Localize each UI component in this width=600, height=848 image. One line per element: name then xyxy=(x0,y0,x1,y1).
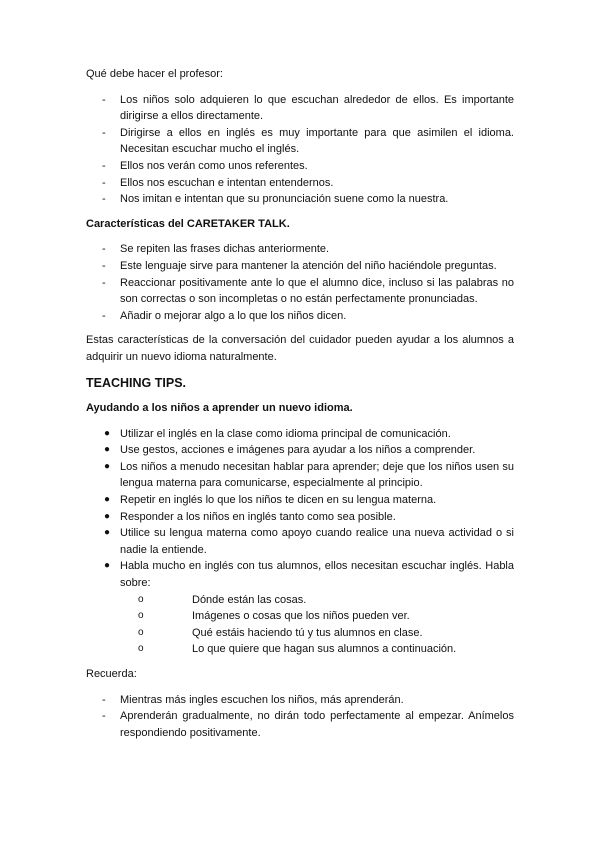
dash-marker: - xyxy=(102,259,106,272)
list-item: ● Habla mucho en inglés con tus alumnos, ellos necesitan escuchar inglés. Habla sobre: o Dónde están las cosas. o Imágenes o cosas que los niños pueden ver. o Qué estáis haciendo tú y tus alumnos en clase. o Lo que quiere que hagan sus alumnos a continuación. xyxy=(86,558,514,658)
list-item: ● Responder a los niños en inglés tanto como sea posible. xyxy=(86,509,514,526)
tips-list xyxy=(86,426,514,658)
circle-marker: o xyxy=(138,593,144,605)
teacher-heading: Qué debe hacer el profesor: xyxy=(86,68,223,80)
list-item: ● Utilizar el inglés en la clase como idioma principal de comunicación. xyxy=(86,426,514,443)
tips-subheading: Ayudando a los niños a aprender un nuevo idioma. xyxy=(86,402,353,415)
circle-marker: o xyxy=(138,626,144,638)
list-item: - Añadir o mejorar algo a lo que los niños dicen. xyxy=(86,308,514,325)
list-item: - Ellos nos verán como unos referentes. xyxy=(86,158,514,175)
dash-marker: - xyxy=(102,243,106,256)
caretaker-list xyxy=(86,241,514,324)
circle-marker: o xyxy=(138,643,144,655)
caretaker-heading: Características del CARETAKER TALK. xyxy=(86,217,290,230)
remember-list xyxy=(86,692,514,742)
sub-list-item: o Lo que quiere que hagan sus alumnos a continuación. xyxy=(120,641,514,658)
bullet-marker: ● xyxy=(104,494,111,506)
teacher-list xyxy=(86,92,514,208)
sub-list-item: o Qué estáis haciendo tú y tus alumnos en clase. xyxy=(120,625,514,642)
list-item: - Los niños solo adquieren lo que escuchan alrededor de ellos. Es importante dirigirse a ellos directamente. xyxy=(102,93,514,123)
bullet-marker: ● xyxy=(104,460,111,472)
dash-marker: - xyxy=(102,176,106,189)
bullet-marker: ● xyxy=(104,427,111,439)
list-item: - Dirigirse a ellos en inglés es muy importante para que asimilen el idioma. Necesitan escuchar mucho el inglés. xyxy=(102,126,514,156)
list-item: - Este lenguaje sirve para mantener la atención del niño haciéndole preguntas. xyxy=(86,258,514,275)
dash-marker: - xyxy=(102,93,106,106)
bullet-marker: ● xyxy=(104,444,111,456)
list-item: - Ellos nos escuchan e intentan entendernos. xyxy=(86,175,514,192)
dash-marker: - xyxy=(102,159,106,172)
list-item: ● Use gestos, acciones e imágenes para ayudar a los niños a comprender. xyxy=(86,442,514,459)
tips-title: TEACHING TIPS. xyxy=(86,375,187,390)
list-item: - Reaccionar positivamente ante lo que el alumno dice, incluso si las palabras no son correctas o son incompletas o no están perfectamente pronunciadas. xyxy=(102,276,514,306)
bullet-marker: ● xyxy=(104,527,111,539)
bullet-marker: ● xyxy=(104,510,111,522)
list-item: - Se repiten las frases dichas anteriormente. xyxy=(86,241,514,258)
dash-marker: - xyxy=(102,309,106,322)
list-item: ● Los niños a menudo necesitan hablar para aprender; deje que los niños usen su lengua materna para comunicarse, especialmente al principio. xyxy=(104,460,514,490)
sub-list-item: o Imágenes o cosas que los niños pueden ver. xyxy=(120,608,514,625)
talk-about-list xyxy=(120,592,514,658)
list-item: ● Repetir en inglés lo que los niños te dicen en su lengua materna. xyxy=(86,492,514,509)
dash-marker: - xyxy=(102,193,106,206)
remember-heading: Recuerda: xyxy=(86,668,137,680)
dash-marker: - xyxy=(102,276,106,289)
list-item: - Aprenderán gradualmente, no dirán todo perfectamente al empezar. Anímelos respondiendo positivamente. xyxy=(102,710,514,739)
sub-list-item: o Dónde están las cosas. xyxy=(120,592,514,609)
list-item: - Nos imitan e intentan que su pronunciación suene como la nuestra. xyxy=(86,191,514,208)
bullet-marker: ● xyxy=(104,560,111,572)
dash-marker: - xyxy=(102,126,106,139)
dash-marker: - xyxy=(102,710,106,723)
circle-marker: o xyxy=(138,610,144,622)
caretaker-summary: Estas características de la conversación del cuidador pueden ayudar a los alumnos a adquirir un nuevo idioma naturalmente. xyxy=(86,334,514,363)
dash-marker: - xyxy=(102,693,106,706)
list-item: - Mientras más ingles escuchen los niños, más aprenderán. xyxy=(86,692,514,709)
list-item: ● Utilice su lengua materna como apoyo cuando realice una nueva actividad o si nadie la entiende. xyxy=(104,527,514,556)
